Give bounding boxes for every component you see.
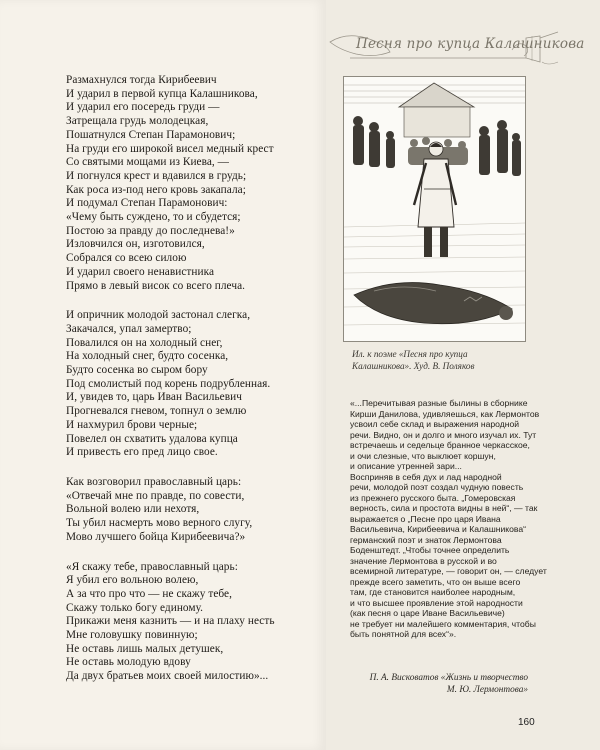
quote-line: Кирши Данилова, удивляешься, как Лермонтов	[350, 408, 540, 419]
running-title: Песня про купца Калашникова	[356, 36, 585, 52]
poem-line: Как возговорил православный царь:	[66, 475, 242, 488]
quote-line: германский поэт и знаток Лермонтова	[350, 534, 502, 545]
quote-line: Восприняв в себя дух и лад народной	[350, 471, 502, 482]
quote-line: верность, сила и простота видны в ней“, — так	[350, 503, 538, 513]
poem-line: Закачался, упал замертво;	[66, 322, 192, 335]
poem-line: Постою за правду до последнева!»	[66, 224, 235, 237]
poem-line: Мово лучшего бойца Кирибеевича?»	[66, 530, 246, 543]
poem-line: Собрался со всею силою	[66, 252, 187, 265]
poem-line: Прикажи меня казнить — и на плаху несть	[66, 615, 275, 628]
poem-line: И ударил в первой купца Калашникова,	[66, 87, 258, 100]
poem-line: Скажу только богу единому.	[66, 601, 204, 614]
quote-line: Васильевича, Кирибеевича и Калашникова“	[350, 524, 527, 534]
quote-line: выражается о „Песне про царя Ивана	[350, 513, 501, 524]
poem-line: Вольной волею или нехотя,	[66, 503, 200, 516]
quote-line: встречаешь и седельце бранное черкасское,	[350, 440, 530, 450]
poem-line: Изловчился он, изготовился,	[66, 238, 205, 251]
quote-line: прежде всего заметить, что он выше всего	[350, 576, 521, 587]
quote-line: и что высшее проявление этой народности	[350, 597, 523, 608]
poem-line: И ударил его посередь груди —	[66, 101, 220, 114]
poem-line: И нахмурил брови черные;	[66, 418, 198, 431]
poem-stanza	[66, 561, 321, 684]
poem-line: Ты убил насмерть мово верного слугу,	[66, 517, 253, 530]
attribution-line: М. Ю. Лермонтова»	[446, 684, 528, 695]
poem-line: Размахнулся тогда Кирибеевич	[66, 74, 217, 86]
poem-line: И подумал Степан Парамонович:	[66, 197, 228, 210]
poem-line: И, увидев то, царь Иван Васильевич	[66, 391, 242, 404]
running-header	[326, 28, 600, 68]
poem-text	[66, 74, 321, 700]
poem-line: Не оставь молодую вдову	[66, 656, 191, 669]
quote-line: речи, молодой поэт создал чудную повесть	[350, 482, 524, 492]
caption-line: Ил. к поэме «Песня про купца	[352, 349, 468, 359]
illustration-caption	[352, 349, 522, 372]
quote-line: и описание утренней зари...	[350, 461, 462, 471]
quote-line: речи. Видно, он и долго и много изучал их. Тут	[350, 429, 537, 440]
attribution-line: П. А. Висковатов «Жизнь и творчество	[369, 673, 528, 683]
quote-line: быть понятной для всех“».	[350, 629, 457, 639]
poem-line: Будто сосенка во сыром бору	[66, 364, 208, 377]
poem-line: На груди его широкой висел медный крест	[66, 142, 274, 155]
poem-line: И ударил своего ненавистника	[66, 265, 215, 278]
quote-line: из прежнего русского быта. „Гомеровская	[350, 492, 516, 503]
poem-line: Как роса из-под него кровь закапала;	[66, 183, 246, 196]
poem-line: На холодный снег, будто сосенка,	[66, 350, 229, 363]
poem-stanza	[66, 309, 321, 460]
poem-line: Не оставь лишь малых детушек,	[66, 642, 224, 655]
poem-line: «Чему быть суждено, то и сбудется;	[66, 211, 241, 224]
quote-attribution	[350, 673, 528, 696]
poem-stanza	[66, 476, 321, 545]
quote-line: там, где становится наиболее народным,	[350, 587, 516, 597]
quote-line: (как песня о царе Иване Васильевиче)	[350, 608, 505, 618]
poem-line: Затрещала грудь молодецкая,	[66, 115, 209, 128]
commentary-quote	[350, 398, 547, 640]
poem-stanza	[66, 74, 321, 293]
quote-line: Боденштедт. „Чтобы точнее определить	[350, 545, 510, 555]
poem-line: И погнулся крест и вдавился в грудь;	[66, 169, 247, 182]
poem-line: «Я скажу тебе, православный царь:	[66, 560, 238, 573]
poem-line: Повалился он на холодный снег,	[66, 336, 223, 349]
caption-line: Калашникова». Худ. В. Поляков	[352, 360, 475, 371]
poem-line: И привесть его пред лицо свое.	[66, 446, 218, 459]
poem-line: Да двух братьев моих своей милостию»...	[66, 670, 269, 683]
poem-line: «Отвечай мне по правде, по совести,	[66, 489, 245, 502]
poem-line: Со святыми мощами из Киева, —	[66, 156, 229, 169]
illustration-engraving	[343, 76, 526, 342]
poem-line: Пошатнулся Степан Парамонович;	[66, 128, 236, 141]
poem-line: И опричник молодой застонал слегка,	[66, 309, 251, 322]
poem-line: А за что про что — не скажу тебе,	[66, 587, 233, 600]
page-number: 160	[518, 717, 535, 728]
quote-line: и очи слезные, что выклюет коршун,	[350, 450, 496, 461]
quote-line: «...Перечитывая разные былины в сборнике	[350, 398, 528, 408]
quote-line: всемирной литературе, — говорит он, — следует	[350, 566, 547, 576]
poem-line: Мне головушку повинную;	[66, 629, 198, 642]
poem-line: Под смолистый под корень подрубленная.	[66, 377, 271, 390]
quote-line: не требует ни малейшего комментария, чтобы	[350, 618, 536, 629]
poem-line: Прогневался гневом, топнул о землю	[66, 405, 247, 418]
poem-line: Прямо в левый висок со всего плеча.	[66, 279, 246, 292]
quote-line: значение Лермонтова в русской и во	[350, 555, 497, 566]
poem-line: Я убил его вольною волею,	[66, 574, 199, 587]
quote-line: усвоил себе склад и выражения народной	[350, 419, 520, 429]
poem-line: Повелел он схватить удалова купца	[66, 432, 238, 445]
